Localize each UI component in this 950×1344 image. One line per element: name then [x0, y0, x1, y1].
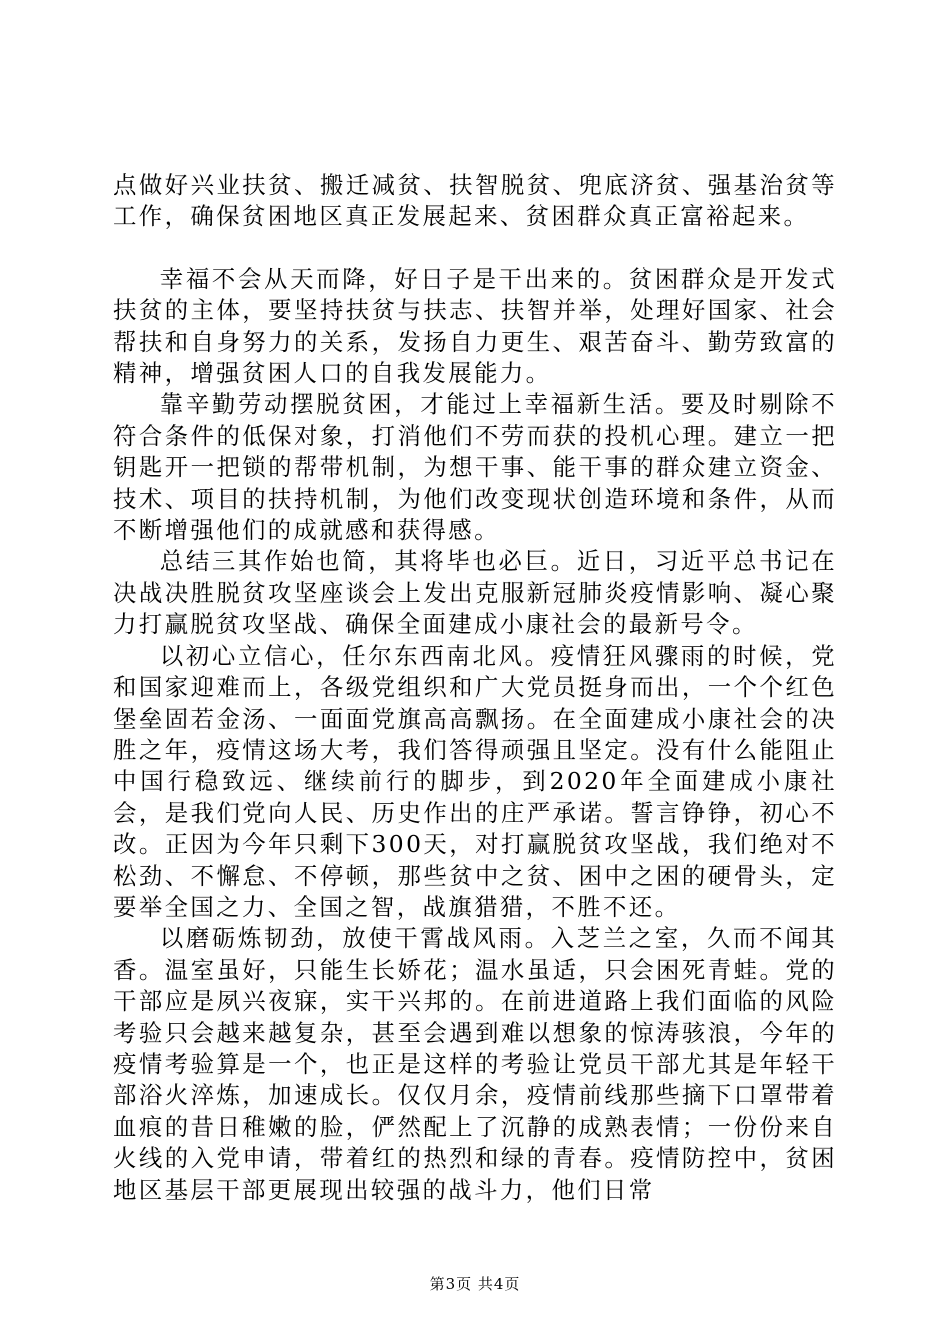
paragraph-continuation: 点做好兴业扶贫、搬迁减贫、扶智脱贫、兜底济贫、强基治贫等工作，确保贫困地区真正发展起来、贫困群众真正富裕起来。: [113, 171, 837, 231]
paragraph: 以磨砺炼韧劲，放使干霄战风雨。入芝兰之室，久而不闻其香。温室虽好，只能生长娇花；温水虽适，只会困死青蛙。党的干部应是夙兴夜寐，实干兴邦的。在前进道路上我们面临的风险考验只会越来越复杂，甚至会遇到难以想象的惊涛骇浪，今年的疫情考验算是一个，也正是这样的考验让党员干部尤其是年轻干部浴火淬炼，加速成长。仅仅月余，疫情前线那些摘下口罩带着血痕的昔日稚嫩的脸，俨然配上了沉静的成熟表情；一份份来自火线的入党申请，带着红的热烈和绿的青春。疫情防控中，贫困地区基层干部更展现出较强的战斗力，他们日常: [113, 924, 837, 1204]
paragraph: 总结三其作始也简，其将毕也必巨。近日，习近平总书记在决战决胜脱贫攻坚座谈会上发出克服新冠肺炎疫情影响、凝心聚力打赢脱贫攻坚战、确保全面建成小康社会的最新号令。: [113, 547, 837, 639]
paragraph: 幸福不会从天而降，好日子是干出来的。贫困群众是开发式扶贫的主体，要坚持扶贫与扶志、扶智并举，处理好国家、社会帮扶和自身努力的关系，发扬自力更生、艰苦奋斗、勤劳致富的精神，增强贫困人口的自我发展能力。: [113, 264, 837, 388]
paragraph: 靠辛勤劳动摆脱贫困，才能过上幸福新生活。要及时剔除不符合条件的低保对象，打消他们不劳而获的投机心理。建立一把钥匙开一把锁的帮带机制，为想干事、能干事的群众建立资金、技术、项目的扶持机制，为他们改变现状创造环境和条件，从而不断增强他们的成就感和获得感。: [113, 390, 837, 545]
paragraph: 以初心立信心，任尔东西南北风。疫情狂风骤雨的时候，党和国家迎难而上，各级党组织和广大党员挺身而出，一个个红色堡垒固若金汤、一面面党旗高高飘扬。在全面建成小康社会的决胜之年，疫情这场大考，我们答得顽强且坚定。没有什么能阻止中国行稳致远、继续前行的脚步，到2020年全面建成小康社会，是我们党向人民、历史作出的庄严承诺。誓言铮铮，初心不改。正因为今年只剩下300天，对打赢脱贫攻坚战，我们绝对不松劲、不懈怠、不停顿，那些贫中之贫、困中之困的硬骨头，定要举全国之力、全国之智，战旗猎猎，不胜不还。: [113, 641, 837, 921]
document-body: [113, 170, 837, 1206]
page-number-footer: 第3页 共4页: [429, 1275, 521, 1293]
